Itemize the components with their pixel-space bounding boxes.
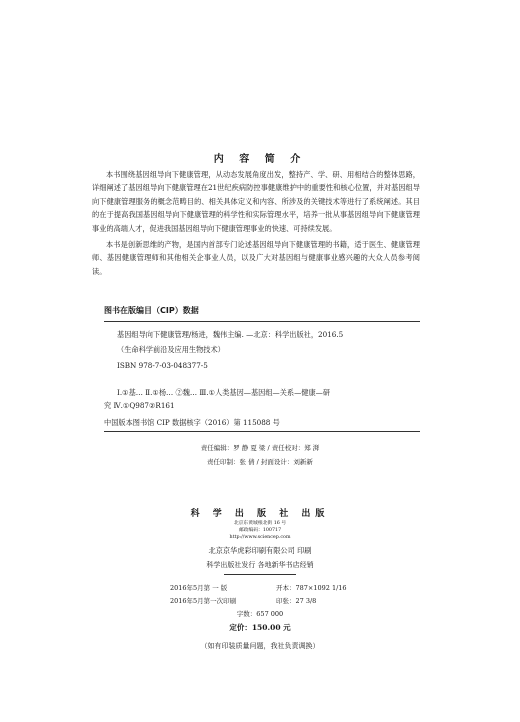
intro-paragraph-2: 本书是创新思维的产物，是国内首部专门论述基因组导向下健康管理的书籍，适于医生、健康管理师、基因健康管理师和其他相关企事业人员，以及广大对基因组与健康事业感兴趣的大众人员参考阅读。 (92, 240, 420, 276)
format-info: 开本：787×1092 1/16 (276, 584, 347, 592)
cip-bottom-divider (104, 431, 420, 432)
distribution-divider (224, 574, 296, 575)
cip-record-number: 中国版本图书馆 CIP 数据核字（2016）第 115088 号 (104, 418, 280, 427)
quality-note: （如有印装质量问题，我社负责调换） (200, 642, 320, 650)
price: 定价：150.00 元 (229, 623, 291, 632)
intro-paragraph-1: 本书围绕基因组导向下健康管理，从动态发展角度出发，整持产、学、研、用相结合的整体思路，详细阐述了基因组导向下健康管理在21世纪疾病防控事健康维护中的重要性和核心位置，并对基因组导向下健康管理服务的概念范畴目的、相关具体定义和内容、所涉及的关键技术等进行了系统阐述。其目的在于提高我国基因组导向下健康管理的科学性和实际管理水平，培养一批从事基因组导向下健康管理事业的高端人才，促进我国基因组导向下健康管理事业的快速、可持续发展。 (92, 170, 420, 233)
intro-title: 内 容 简 介 (213, 154, 307, 165)
production-credits: 责任印制：张 倩 / 封面设计：刘新新 (207, 458, 313, 466)
cip-top-divider (104, 321, 420, 322)
printing-info: 2016年5月第一次印刷 (170, 597, 237, 605)
publisher-website: http://www.sciencep.com (229, 535, 291, 540)
publisher-name: 科 学 出 版 社 出版 (190, 509, 330, 519)
cip-heading: 图书在版编目（CIP）数据 (104, 306, 199, 315)
cip-series-line: （生命科学前沿及应用生物技术） (117, 345, 225, 354)
cip-title-line: 基因组导向下健康管理/杨进，魏伟主编. —北京：科学出版社，2016.5 (117, 330, 344, 339)
printer-line: 北京京华虎彩印刷有限公司 印刷 (208, 546, 312, 555)
editor-credits: 责任编辑：罗 静 夏 梁 / 责任校对：郑 湃 (200, 444, 320, 452)
edition-info: 2016年5月第 一 版 (170, 584, 228, 592)
sheets-info: 印张：27 3/8 (276, 597, 317, 605)
publisher-postcode: 邮政编码：100717 (238, 528, 282, 533)
publisher-address: 北京东黄城根北街 16 号 (233, 521, 287, 526)
word-count: 字数：657 000 (236, 610, 284, 618)
cip-classification-line: 究 Ⅳ.①Q987②R161 (104, 401, 175, 410)
cip-isbn-line: ISBN 978-7-03-048377-5 (117, 361, 208, 370)
cip-subject-line: Ⅰ.①基… Ⅱ.①杨… ②魏… Ⅲ.①人类基因—基因组—关系—健康—研 (117, 388, 331, 397)
distribution-line: 科学出版社发行 各地新华书店经销 (206, 561, 314, 569)
